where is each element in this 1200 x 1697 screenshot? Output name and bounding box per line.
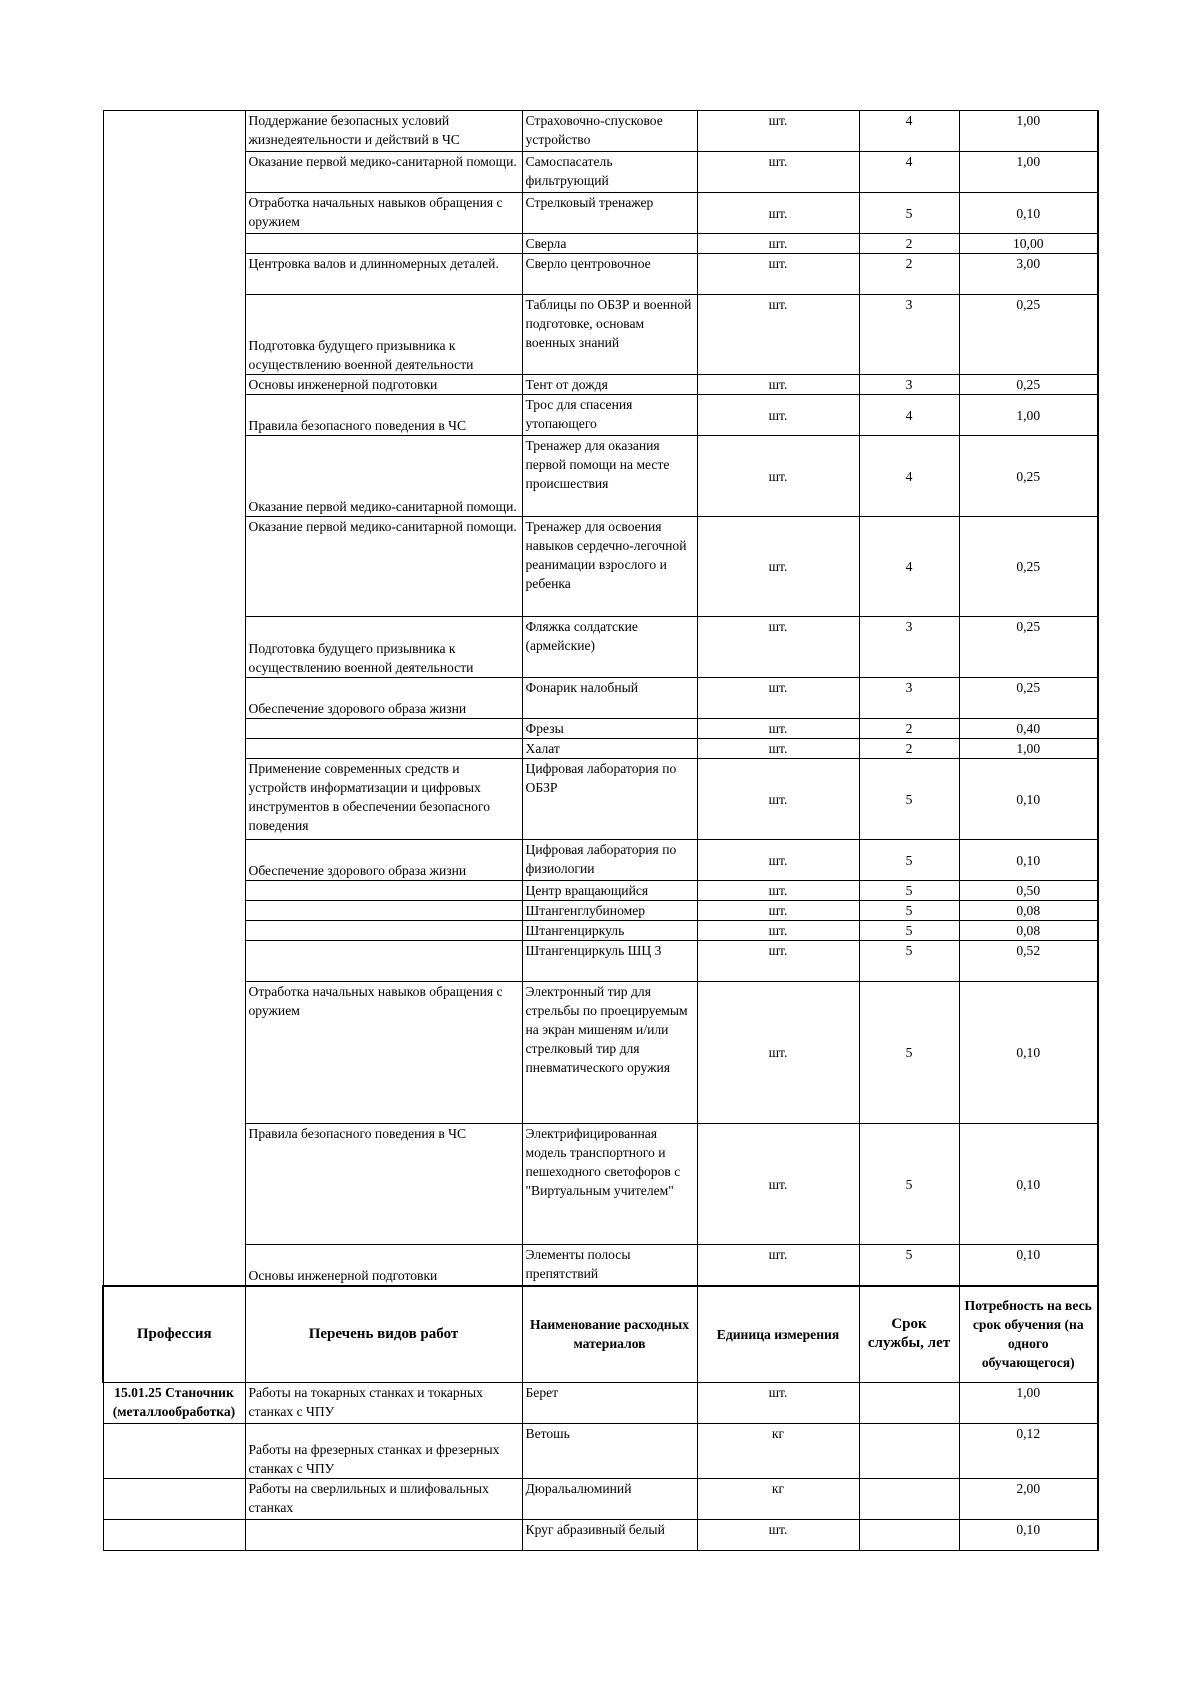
term-cell: 2 <box>859 234 959 254</box>
unit-cell: шт. <box>697 193 859 234</box>
unit-cell: шт. <box>697 1520 859 1551</box>
term-cell: 3 <box>859 617 959 678</box>
work-cell: Основы инженерной подготовки <box>245 375 522 395</box>
term-cell: 5 <box>859 840 959 881</box>
term-cell <box>859 1424 959 1479</box>
unit-cell: шт. <box>697 1245 859 1286</box>
need-cell: 0,25 <box>959 517 1098 617</box>
unit-cell: шт. <box>697 719 859 739</box>
unit-cell: шт. <box>697 840 859 881</box>
table-row <box>103 152 1098 193</box>
need-cell: 3,00 <box>959 254 1098 295</box>
material-cell: Электрифицированная модель транспортного и пешеходного светофоров с "Виртуальным учителем" <box>522 1124 697 1245</box>
table-row <box>103 719 1098 739</box>
material-cell: Таблицы по ОБЗР и военной подготовке, основам военных знаний <box>522 295 697 375</box>
material-cell: Электронный тир для стрельбы по проецируемым на экран мишеням и/или стрелковый тир для пневматического оружия <box>522 982 697 1124</box>
need-cell: 1,00 <box>959 152 1098 193</box>
work-cell: Отработка начальных навыков обращения с оружием <box>245 193 522 234</box>
header-term: Срок службы, лет <box>859 1286 959 1383</box>
table-row <box>103 375 1098 395</box>
table-row <box>103 941 1098 982</box>
table-row <box>103 1124 1098 1245</box>
work-cell: Оказание первой медико-санитарной помощи. <box>245 436 522 517</box>
header-unit: Единица измерения <box>697 1286 859 1383</box>
term-cell: 4 <box>859 517 959 617</box>
work-cell: Правила безопасного поведения в ЧС <box>245 1124 522 1245</box>
unit-cell: шт. <box>697 881 859 901</box>
unit-cell: шт. <box>697 759 859 840</box>
term-cell: 5 <box>859 1245 959 1286</box>
work-cell <box>245 941 522 982</box>
unit-cell: шт. <box>697 436 859 517</box>
term-cell <box>859 1479 959 1520</box>
unit-cell: шт. <box>697 111 859 152</box>
work-cell: Подготовка будущего призывника к осуществлению военной деятельности <box>245 295 522 375</box>
work-cell: Работы на фрезерных станках и фрезерных станках с ЧПУ <box>245 1424 522 1479</box>
unit-cell: шт. <box>697 295 859 375</box>
term-cell: 5 <box>859 901 959 921</box>
material-cell: Цифровая лаборатория по физиологии <box>522 840 697 881</box>
need-cell: 0,50 <box>959 881 1098 901</box>
need-cell: 0,25 <box>959 678 1098 719</box>
term-cell: 5 <box>859 1124 959 1245</box>
work-cell: Применение современных средств и устройств информатизации и цифровых инструментов в обеспечении безопасного поведения <box>245 759 522 840</box>
work-cell: Работы на токарных станках и токарных станках с ЧПУ <box>245 1383 522 1424</box>
work-cell: Обеспечение здорового образа жизни <box>245 678 522 719</box>
material-cell: Круг абразивный белый <box>522 1520 697 1551</box>
material-cell: Штангенциркуль ШЦ 3 <box>522 941 697 982</box>
need-cell: 0,10 <box>959 193 1098 234</box>
table-row <box>103 921 1098 941</box>
term-cell: 5 <box>859 941 959 982</box>
table-row <box>103 234 1098 254</box>
unit-cell: шт. <box>697 617 859 678</box>
need-cell: 1,00 <box>959 739 1098 759</box>
material-cell: Сверла <box>522 234 697 254</box>
unit-cell: шт. <box>697 152 859 193</box>
work-cell: Обеспечение здорового образа жизни <box>245 840 522 881</box>
unit-cell: кг <box>697 1479 859 1520</box>
material-cell: Стрелковый тренажер <box>522 193 697 234</box>
need-cell: 0,08 <box>959 921 1098 941</box>
need-cell: 0,10 <box>959 840 1098 881</box>
unit-cell: шт. <box>697 395 859 436</box>
header-materials: Наименование расходных материалов <box>522 1286 697 1383</box>
table-row <box>103 982 1098 1124</box>
need-cell: 0,25 <box>959 375 1098 395</box>
table-row <box>103 901 1098 921</box>
material-cell: Халат <box>522 739 697 759</box>
material-cell: Тренажер для оказания первой помощи на месте происшествия <box>522 436 697 517</box>
term-cell: 5 <box>859 759 959 840</box>
term-cell: 5 <box>859 193 959 234</box>
need-cell: 0,10 <box>959 1245 1098 1286</box>
table-row <box>103 111 1098 152</box>
material-cell: Фляжка солдатские (армейские) <box>522 617 697 678</box>
need-cell: 1,00 <box>959 1383 1098 1424</box>
term-cell: 4 <box>859 436 959 517</box>
table-row <box>103 1520 1098 1551</box>
table-row <box>103 840 1098 881</box>
table-row <box>103 1245 1098 1286</box>
profession-cell-empty <box>103 1424 245 1479</box>
work-cell <box>245 234 522 254</box>
material-cell: Сверло центровочное <box>522 254 697 295</box>
material-cell: Тренажер для освоения навыков сердечно-легочной реанимации взрослого и ребенка <box>522 517 697 617</box>
need-cell: 0,40 <box>959 719 1098 739</box>
term-cell: 2 <box>859 254 959 295</box>
need-cell: 0,10 <box>959 982 1098 1124</box>
header-need: Потребность на весь срок обучения (на одного обучающегося) <box>959 1286 1098 1383</box>
header-profession: Профессия <box>103 1286 245 1383</box>
work-cell <box>245 921 522 941</box>
term-cell: 2 <box>859 739 959 759</box>
header-works: Перечень видов работ <box>245 1286 522 1383</box>
table-row <box>103 395 1098 436</box>
unit-cell: шт. <box>697 1124 859 1245</box>
material-cell: Элементы полосы препятствий <box>522 1245 697 1286</box>
need-cell: 0,25 <box>959 436 1098 517</box>
work-cell: Правила безопасного поведения в ЧС <box>245 395 522 436</box>
unit-cell: шт. <box>697 982 859 1124</box>
material-cell: Цифровая лаборатория по ОБЗР <box>522 759 697 840</box>
term-cell <box>859 1383 959 1424</box>
need-cell: 0,10 <box>959 1520 1098 1551</box>
material-cell: Фонарик налобный <box>522 678 697 719</box>
table-row <box>103 881 1098 901</box>
profession-cell-empty <box>103 1520 245 1551</box>
need-cell: 0,10 <box>959 759 1098 840</box>
unit-cell: шт. <box>697 254 859 295</box>
unit-cell: шт. <box>697 941 859 982</box>
term-cell: 4 <box>859 152 959 193</box>
work-cell: Отработка начальных навыков обращения с оружием <box>245 982 522 1124</box>
unit-cell: кг <box>697 1424 859 1479</box>
term-cell: 5 <box>859 921 959 941</box>
work-cell: Оказание первой медико-санитарной помощи. <box>245 152 522 193</box>
material-cell: Страховочно-спусковое устройство <box>522 111 697 152</box>
work-cell <box>245 739 522 759</box>
material-cell: Самоспасатель фильтрующий <box>522 152 697 193</box>
work-cell <box>245 719 522 739</box>
table-row <box>103 436 1098 517</box>
table-row <box>103 678 1098 719</box>
table-header-row <box>103 1286 1098 1383</box>
material-cell: Дюральалюминий <box>522 1479 697 1520</box>
unit-cell: шт. <box>697 739 859 759</box>
unit-cell: шт. <box>697 921 859 941</box>
term-cell: 2 <box>859 719 959 739</box>
need-cell: 0,10 <box>959 1124 1098 1245</box>
material-cell: Фрезы <box>522 719 697 739</box>
material-cell: Центр вращающийся <box>522 881 697 901</box>
term-cell: 3 <box>859 678 959 719</box>
need-cell: 1,00 <box>959 111 1098 152</box>
term-cell: 4 <box>859 395 959 436</box>
term-cell: 3 <box>859 295 959 375</box>
table-row <box>103 759 1098 840</box>
work-cell: Поддержание безопасных условий жизнедеятельности и действий в ЧС <box>245 111 522 152</box>
table-row <box>103 517 1098 617</box>
unit-cell: шт. <box>697 234 859 254</box>
material-cell: Трос для спасения утопающего <box>522 395 697 436</box>
materials-table <box>102 110 1099 1551</box>
profession-cell-empty <box>103 1479 245 1520</box>
need-cell: 0,08 <box>959 901 1098 921</box>
work-cell: Оказание первой медико-санитарной помощи. <box>245 517 522 617</box>
material-cell: Штангенглубиномер <box>522 901 697 921</box>
work-cell: Работы на сверлильных и шлифовальных станках <box>245 1479 522 1520</box>
unit-cell: шт. <box>697 1383 859 1424</box>
unit-cell: шт. <box>697 375 859 395</box>
term-cell: 5 <box>859 881 959 901</box>
work-cell: Центровка валов и длинномерных деталей. <box>245 254 522 295</box>
material-cell: Ветошь <box>522 1424 697 1479</box>
table-row <box>103 254 1098 295</box>
term-cell: 5 <box>859 982 959 1124</box>
work-cell <box>245 1520 522 1551</box>
work-cell: Основы инженерной подготовки <box>245 1245 522 1286</box>
term-cell: 4 <box>859 111 959 152</box>
need-cell: 0,12 <box>959 1424 1098 1479</box>
term-cell <box>859 1520 959 1551</box>
table-row <box>103 1424 1098 1479</box>
need-cell: 1,00 <box>959 395 1098 436</box>
term-cell: 3 <box>859 375 959 395</box>
need-cell: 0,52 <box>959 941 1098 982</box>
need-cell: 2,00 <box>959 1479 1098 1520</box>
need-cell: 0,25 <box>959 295 1098 375</box>
table-row <box>103 193 1098 234</box>
work-cell <box>245 901 522 921</box>
need-cell: 10,00 <box>959 234 1098 254</box>
unit-cell: шт. <box>697 517 859 617</box>
material-cell: Штангенциркуль <box>522 921 697 941</box>
unit-cell: шт. <box>697 678 859 719</box>
table-row <box>103 739 1098 759</box>
material-cell: Тент от дождя <box>522 375 697 395</box>
table-row <box>103 617 1098 678</box>
material-cell: Берет <box>522 1383 697 1424</box>
work-cell: Подготовка будущего призывника к осуществлению военной деятельности <box>245 617 522 678</box>
unit-cell: шт. <box>697 901 859 921</box>
profession-cell-empty <box>103 111 245 1286</box>
table-row <box>103 1383 1098 1424</box>
need-cell: 0,25 <box>959 617 1098 678</box>
table-row <box>103 295 1098 375</box>
work-cell <box>245 881 522 901</box>
profession-name: 15.01.25 Станочник (металлообработка) <box>103 1383 245 1424</box>
table-row <box>103 1479 1098 1520</box>
